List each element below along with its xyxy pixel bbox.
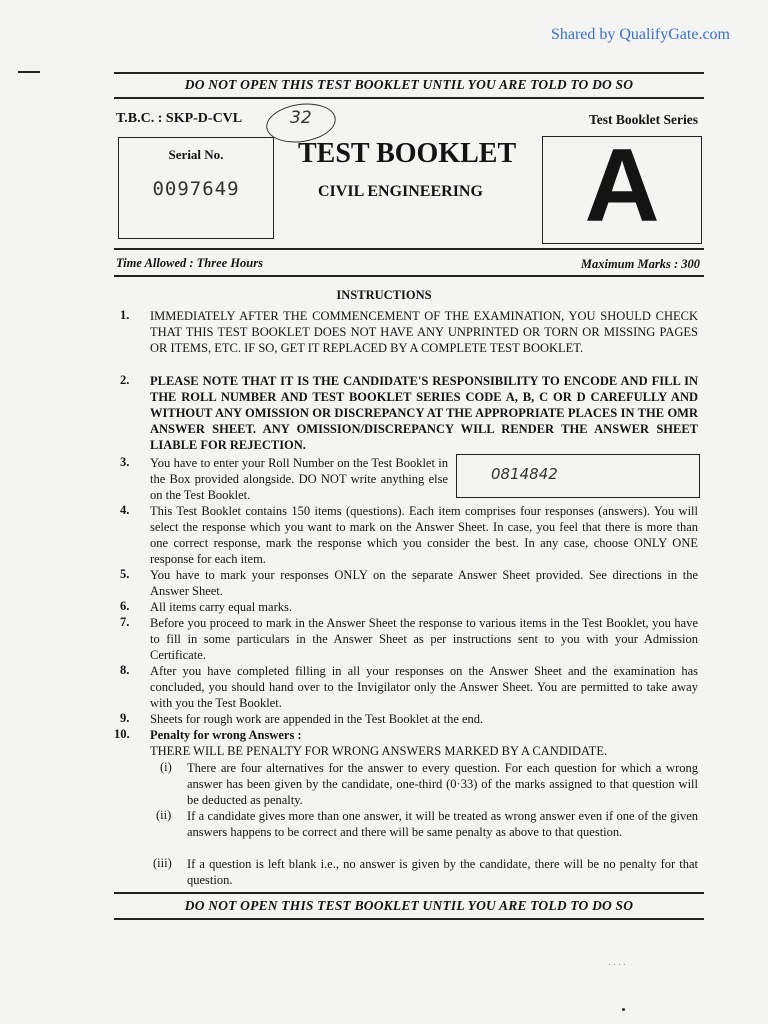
instruction-item: After you have completed filling in all your responses on the Answer Sheet and the examination has concluded, you should hand over to the Invigilator only the Answer Sheet. You are permitted to take away with you the Test Booklet. xyxy=(150,664,698,710)
instructions-heading: INSTRUCTIONS xyxy=(336,288,432,302)
handwritten-code: 32 xyxy=(290,108,312,128)
top-rule-lower xyxy=(114,97,704,99)
instruction-number: 6. xyxy=(120,599,130,613)
instruction-item: All items carry equal marks. xyxy=(150,600,292,614)
booklet-title: TEST BOOKLET xyxy=(298,138,517,169)
penalty-number: (ii) xyxy=(156,808,172,822)
penalty-number: (i) xyxy=(160,760,172,774)
instruction-item: Before you proceed to mark in the Answer Sheet the response to various items in the Test Booklet, you have to fill in some particulars in the Answer Sheet as per instructions sent to you with your Admission Certificate. xyxy=(150,616,698,662)
instruction-number: 2. xyxy=(120,373,130,387)
instruction-item: You have to mark your responses ONLY on the separate Answer Sheet provided. See directions in the Answer Sheet. xyxy=(150,568,698,598)
instruction-number: 10. xyxy=(114,727,130,741)
penalty-item: There are four alternatives for the answer to every question. For each question for which a wrong answer has been given by the candidate, one-third (0·33) of the marks assigned to that question will be deducted as penalty. xyxy=(187,761,698,807)
scan-smudge: · · · · xyxy=(608,960,626,971)
instruction-number: 4. xyxy=(120,503,130,517)
serial-number: 0097649 xyxy=(152,178,240,200)
series-letter: A xyxy=(584,128,660,244)
roll-number-box[interactable] xyxy=(456,454,700,498)
instruction-number: 3. xyxy=(120,455,130,469)
instruction-number: 1. xyxy=(120,308,130,322)
instruction-number: 9. xyxy=(120,711,130,725)
instruction-number: 8. xyxy=(120,663,130,677)
bottom-warning: DO NOT OPEN THIS TEST BOOKLET UNTIL YOU ARE TOLD TO DO SO xyxy=(184,898,634,913)
penalty-item: If a question is left blank i.e., no answer is given by the candidate, there will be no penalty for that question. xyxy=(187,857,698,887)
max-marks: Maximum Marks : 300 xyxy=(580,257,700,271)
scan-speck xyxy=(622,1008,625,1011)
series-box xyxy=(542,128,702,244)
time-allowed: Time Allowed : Three Hours xyxy=(116,256,263,270)
instruction-number: 7. xyxy=(120,615,130,629)
subject-title: CIVIL ENGINEERING xyxy=(318,183,483,200)
penalty-number: (iii) xyxy=(153,856,172,870)
header-rule-lower xyxy=(114,275,704,277)
margin-mark xyxy=(18,71,40,73)
header-rule xyxy=(114,248,704,250)
instruction-number: 5. xyxy=(120,567,130,581)
instruction-item: Sheets for rough work are appended in the Test Booklet at the end. xyxy=(150,712,484,726)
series-label: Test Booklet Series xyxy=(589,112,698,127)
penalty-item: If a candidate gives more than one answer, it will be treated as wrong answer even if one of the given answers happens to be correct and there will be same penalty as above to that question. xyxy=(187,809,698,839)
roll-number-value: 0814842 xyxy=(491,465,558,483)
penalty-intro: THERE WILL BE PENALTY FOR WRONG ANSWERS MARKED BY A CANDIDATE. xyxy=(150,744,608,758)
serial-label: Serial No. xyxy=(168,147,224,162)
bottom-rule xyxy=(114,892,704,894)
top-warning: DO NOT OPEN THIS TEST BOOKLET UNTIL YOU ARE TOLD TO DO SO xyxy=(184,77,634,92)
instruction-item: Penalty for wrong Answers : xyxy=(150,728,302,742)
instruction-item: PLEASE NOTE THAT IT IS THE CANDIDATE'S RESPONSIBILITY TO ENCODE AND FILL IN THE ROLL NUMBER AND TEST BOOKLET SERIES CODE A, B, C OR D CAREFULLY AND WITHOUT ANY OMISSION OR DISCREPANCY AT THE APPROPRIATE PLACES IN THE OMR ANSWER SHEET. ANY OMISSION/DISCREPANCY WILL RENDER THE ANSWER SHEET LIABLE FOR REJECTION. xyxy=(150,374,698,452)
instruction-item: This Test Booklet contains 150 items (questions). Each item comprises four responses (answers). You will select the response which you want to mark on the Answer Sheet. In case, you feel that there is more than one correct response, mark the response which you consider the best. In any case, choose ONLY ONE response for each item. xyxy=(150,504,698,566)
watermark: Shared by QualifyGate.com xyxy=(550,26,730,43)
instruction-item: IMMEDIATELY AFTER THE COMMENCEMENT OF THE EXAMINATION, YOU SHOULD CHECK THAT THIS TEST BOOKLET DOES NOT HAVE ANY UNPRINTED OR TORN OR MISSING PAGES OR ITEMS, ETC. IF SO, GET IT REPLACED BY A COMPLETE TEST BOOKLET. xyxy=(150,309,698,355)
top-rule xyxy=(114,72,704,74)
tbc-code: T.B.C. : SKP-D-CVL xyxy=(116,111,243,126)
instruction-item: You have to enter your Roll Number on the Test Booklet in the Box provided alongside. DO NOT write anything else on the Test Booklet. xyxy=(150,456,448,502)
serial-box xyxy=(118,137,274,239)
bottom-rule-lower xyxy=(114,918,704,920)
